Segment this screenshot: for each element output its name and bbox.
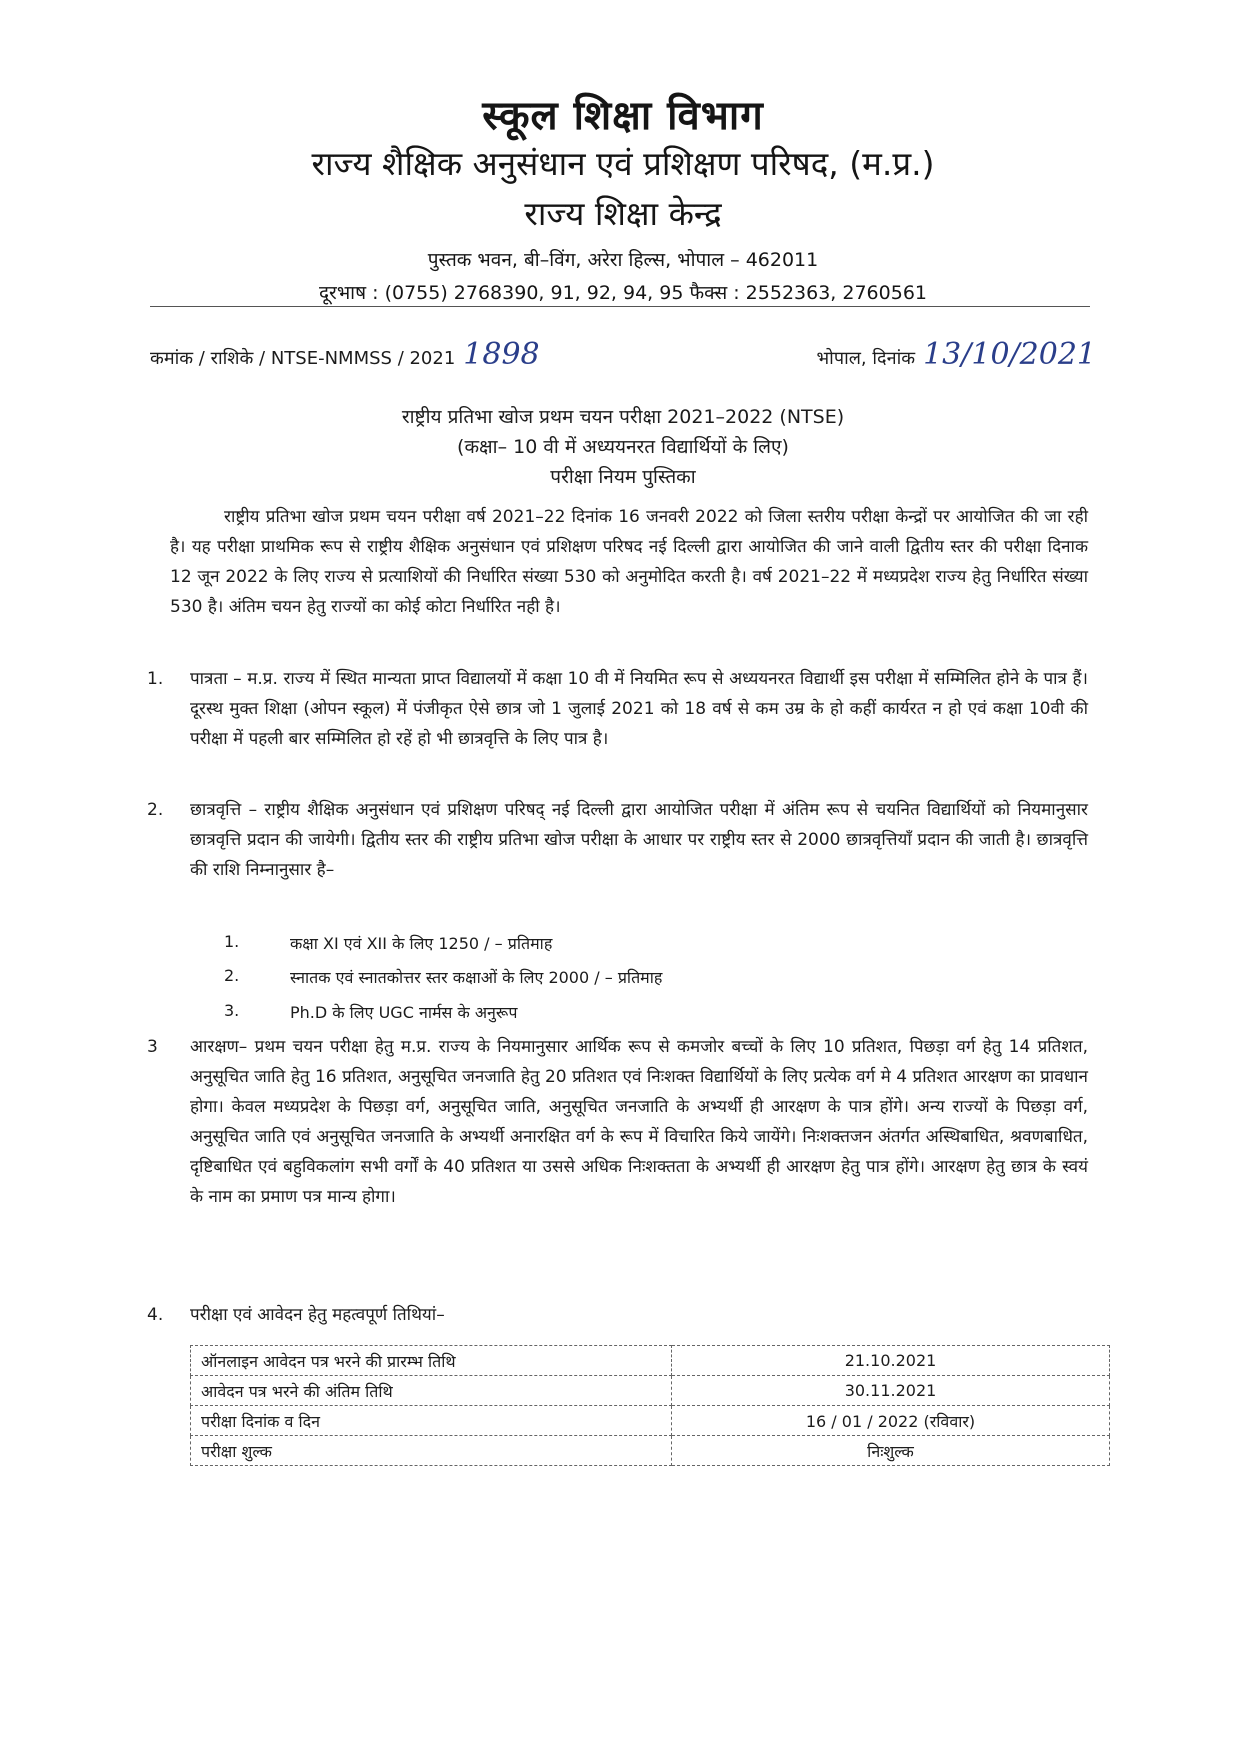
scholarship-paragraph: छात्रवृत्ति – राष्ट्रीय शैक्षिक अनुसंधान एवं प्रशिक्षण परिषद् नई दिल्ली द्वारा आयोजित परीक्षा में अंतिम रूप से चयनित विद्यार्थियों को नियमानुसार छात्रवृत्ति प्रदान की जायेगी। द्वितीय स्तर की राष्ट्रीय प्रतिभा खोज परीक्षा के आधार पर राष्ट्रीय स्तर से 2000 छात्रवृत्तियाँ प्रदान की जाती है। छात्रवृत्ति की राशि निम्नानुसार है– bbox=[190, 800, 1088, 880]
reference-line bbox=[150, 337, 540, 372]
eligibility-paragraph: पात्रता – म.प्र. राज्य में स्थित मान्यता प्राप्त विद्यालयों में कक्षा 10 वी में नियमित रूप से अध्ययनरत विद्यार्थी इस परीक्षा में सम्मिलित होने के पात्र हैं। दूरस्थ मुक्त शिक्षा (ओपन स्कूल) में पंजीकृत ऐसे छात्र जो 1 जुलाई 2021 को 18 वर्ष से कम उम्र के हो कहीं कार्यरत न हो एवं कक्षा 10वी की परीक्षा में पहली बार सम्मिलित हो रहें हो भी छात्रवृत्ति के लिए पात्र है। bbox=[190, 669, 1088, 749]
header-divider bbox=[150, 306, 1090, 307]
sub-item-text: कक्षा XI एवं XII के लिए 1250 / – प्रतिमाह bbox=[290, 934, 553, 953]
sub-item-number: 1. bbox=[224, 932, 240, 951]
sub-item-text: स्नातक एवं स्नातकोत्तर स्तर कक्षाओं के लिए 2000 / – प्रतिमाह bbox=[290, 968, 663, 987]
date-value-cell: 30.11.2021 bbox=[672, 1376, 1110, 1406]
date-label-cell: परीक्षा शुल्क bbox=[191, 1436, 672, 1466]
reference-prefix: कमांक / राशिके / NTSE-NMMSS / 2021 bbox=[150, 348, 456, 369]
date-label-cell: परीक्षा दिनांक व दिन bbox=[191, 1406, 672, 1436]
intro-paragraph: राष्ट्रीय प्रतिभा खोज प्रथम चयन परीक्षा वर्ष 2021–22 दिनांक 16 जनवरी 2022 को जिला स्तरीय परीक्षा केन्द्रों पर आयोजित की जा रही है। यह परीक्षा प्राथमिक रूप से राष्ट्रीय शैक्षिक अनुसंधान एवं प्रशिक्षण परिषद नई दिल्ली द्वारा आयोजित की जाने वाली द्वितीय स्तर की परीक्षा दिनाक 12 जून 2022 के लिए राज्य से प्रत्याशियों की निर्धारित संख्या 530 को अनुमोदित करती है। वर्ष 2021–22 में मध्यप्रदेश राज्य हेतु निर्धारित संख्या 530 है। अंतिम चयन हेतु राज्यों का कोई कोटा निर्धारित नही है। bbox=[170, 507, 1088, 617]
section-number: 3 bbox=[147, 1037, 158, 1057]
date-line bbox=[817, 337, 1096, 372]
table-row bbox=[191, 1346, 1110, 1376]
issue-date: 13/10/2021 bbox=[923, 337, 1096, 372]
document-subtitle: (कक्षा– 10 वी में अध्ययनरत विद्यार्थियों के लिए) bbox=[457, 436, 789, 458]
table-row bbox=[191, 1376, 1110, 1406]
council-title: राज्य शैक्षिक अनुसंधान एवं प्रशिक्षण परिषद, (म.प्र.) bbox=[311, 144, 935, 183]
important-dates-table bbox=[190, 1345, 1110, 1466]
reservation-paragraph: आरक्षण– प्रथम चयन परीक्षा हेतु म.प्र. राज्य के नियमानुसार आर्थिक रूप से कमजोर बच्चों के लिए 10 प्रतिशत, पिछड़ा वर्ग हेतु 14 प्रतिशत, अनुसूचित जाति हेतु 16 प्रतिशत, अनुसूचित जनजाति हेतु 20 प्रतिशत एवं निःशक्त विद्यार्थियों के लिए प्रत्येक वर्ग मे 4 प्रतिशत आरक्षण का प्रावधान होगा। केवल मध्यप्रदेश के पिछड़ा वर्ग, अनुसूचित जाति, अनुसूचित जनजाति के अभ्यर्थी ही आरक्षण के पात्र होंगे। अन्य राज्यों के पिछड़ा वर्ग, अनुसूचित जाति एवं अनुसूचित जनजाति के अभ्यर्थी अनारक्षित वर्ग के रूप में विचारित किये जायेंगे। निःशक्तजन अंतर्गत अस्थिबाधित, श्रवणबाधित, दृष्टिबाधित एवं बहुविकलांग सभी वर्गों के 40 प्रतिशत या उससे अधिक निःशक्तता के अभ्यर्थी ही आरक्षण हेतु पात्र होंगे। आरक्षण हेतु छात्र के स्वयं के नाम का प्रमाण पत्र मान्य होगा। bbox=[190, 1037, 1088, 1207]
table-row bbox=[191, 1436, 1110, 1466]
sub-item-text: Ph.D के लिए UGC नार्मस के अनुरूप bbox=[290, 1003, 518, 1022]
date-value-cell: 16 / 01 / 2022 (रविवार) bbox=[672, 1406, 1110, 1436]
date-value-cell: 21.10.2021 bbox=[672, 1346, 1110, 1376]
document-heading: परीक्षा नियम पुस्तिका bbox=[550, 466, 696, 488]
section-number: 4. bbox=[147, 1305, 164, 1325]
department-title: स्कूल शिक्षा विभाग bbox=[482, 93, 764, 139]
centre-title: राज्य शिक्षा केन्द्र bbox=[524, 194, 722, 233]
phone-line: दूरभाष : (0755) 2768390, 91, 92, 94, 95 फैक्स : 2552363, 2760561 bbox=[318, 282, 928, 304]
date-value-cell: निःशुल्क bbox=[672, 1436, 1110, 1466]
date-prefix: भोपाल, दिनांक bbox=[816, 348, 916, 369]
reference-number: 1898 bbox=[463, 337, 540, 372]
address-line: पुस्तक भवन, बी–विंग, अरेरा हिल्स, भोपाल – 462011 bbox=[427, 249, 819, 271]
document-title: राष्ट्रीय प्रतिभा खोज प्रथम चयन परीक्षा 2021–2022 (NTSE) bbox=[401, 406, 845, 428]
sub-item-number: 2. bbox=[224, 966, 240, 985]
dates-heading: परीक्षा एवं आवेदन हेतु महत्वपूर्ण तिथियां– bbox=[190, 1305, 445, 1325]
date-label-cell: आवेदन पत्र भरने की अंतिम तिथि bbox=[191, 1376, 672, 1406]
date-label-cell: ऑनलाइन आवेदन पत्र भरने की प्रारम्भ तिथि bbox=[191, 1346, 672, 1376]
section-number: 2. bbox=[147, 800, 164, 820]
section-number: 1. bbox=[147, 669, 164, 689]
sub-item-number: 3. bbox=[224, 1001, 240, 1020]
table-row bbox=[191, 1406, 1110, 1436]
